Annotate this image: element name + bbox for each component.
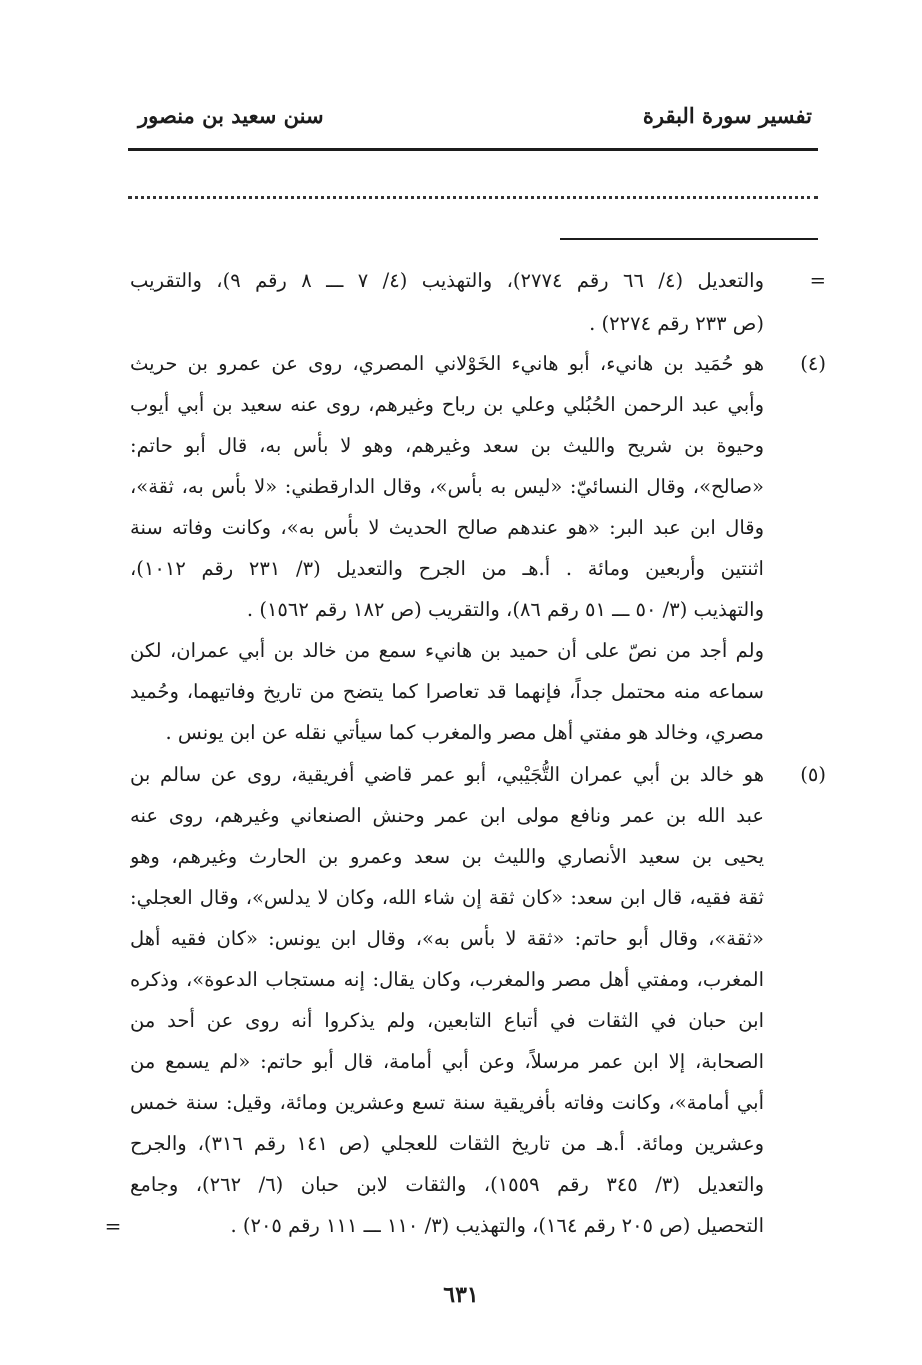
- footnote-continues-marker: =: [104, 1214, 122, 1238]
- footnote-line: «صالح»، وقال النسائيّ: «ليس به بأس»، وقال الدارقطني: «لا بأس به، ثقة»،: [130, 475, 764, 498]
- footnote-line: ثقة فقيه، قال ابن سعد: «كان ثقة إن شاء الله، وكان لا يدلس»، وقال العجلي:: [130, 886, 764, 909]
- footnote-line: أبي أمامة»، وكانت وفاته بأفريقية سنة تسع وعشرين ومائة، وقيل: سنة خمس: [130, 1091, 764, 1114]
- footnote-line: عبد الله بن عمر ونافع مولى ابن عمر وحنش الصنعاني وغيرهم، روى عنه: [130, 804, 764, 827]
- footnote-line: ولم أجد من نصّ على أن حميد بن هانيء سمع من خالد بن أبي عمران، لكن: [130, 639, 764, 662]
- footnote-line: مصري، وخالد هو مفتي أهل مصر والمغرب كما سيأتي نقله عن ابن يونس .: [165, 721, 764, 744]
- footnote-line: وأبي عبد الرحمن الحُبُلي وعلي بن رباح وغيرهم، روى عنه سعيد بن أبي أيوب: [130, 393, 764, 416]
- footnote-line: اثنتين وأربعين ومائة . أ.هـ من الجرح والتعديل (٣/ ٢٣١ رقم ١٠١٢)،: [130, 557, 764, 580]
- footnote-line: ابن حبان في الثقات في أتباع التابعين، ولم يذكروا أنه روى عن أحد من: [130, 1009, 764, 1032]
- footnote-line: هو حُمَيد بن هانيء، أبو هانيء الخَوْلاني المصري، روى عن عمرو بن حريث: [130, 352, 764, 375]
- footnote-line: (ص ٢٣٣ رقم ٢٢٧٤) .: [589, 312, 764, 335]
- footnote-line: وعشرين ومائة. أ.هـ من تاريخ الثقات للعجلي (ص ١٤١ رقم ٣١٦)، والجرح: [130, 1132, 764, 1155]
- dotted-separator: [128, 196, 818, 199]
- footnote-rule: [560, 238, 818, 240]
- footnote-line: التحصيل (ص ٢٠٥ رقم ١٦٤)، والتهذيب (٣/ ١١٠ ـــ ١١١ رقم ٢٠٥) .: [230, 1214, 764, 1237]
- header-rule: [128, 148, 818, 151]
- running-header-chapter: تفسير سورة البقرة: [642, 103, 812, 128]
- footnote-line: يحيى بن سعيد الأنصاري والليث بن سعد وعمرو بن الحارث وغيرهم، وهو: [130, 845, 764, 868]
- footnote-line: هو خالد بن أبي عمران التُّجَيْبي، أبو عمر قاضي أفريقية، روى عن سالم بن: [130, 763, 764, 786]
- footnote-line: والتعديل (٤/ ٦٦ رقم ٢٧٧٤)، والتهذيب (٤/ ٧ ـــ ٨ رقم ٩)، والتقريب: [130, 269, 764, 292]
- footnote-line: سماعه منه محتمل جداً، فإنهما قد تعاصرا كما يتضح من تاريخ وفاتيهما، وحُميد: [130, 680, 764, 703]
- page-number: ٦٣١: [443, 1282, 479, 1308]
- footnote-continuation-marker: =: [809, 269, 826, 292]
- footnote-line: وقال ابن عبد البر: «هو عندهم صالح الحديث لا بأس به»، وكانت وفاته سنة: [130, 516, 764, 539]
- footnote-line: المغرب، ومفتي أهل مصر والمغرب، وكان يقال: إنه مستجاب الدعوة»، وذكره: [130, 968, 764, 991]
- footnote-line: والتعديل (٣/ ٣٤٥ رقم ١٥٥٩)، والثقات لابن حبان (٦/ ٢٦٢)، وجامع: [130, 1173, 764, 1196]
- footnote-line: الصحابة، إلا ابن عمر مرسلاً، وعن أبي أمامة، قال أبو حاتم: «لم يسمع من: [130, 1050, 764, 1073]
- footnote-line: «ثقة»، وقال أبو حاتم: «ثقة لا بأس به»، وقال ابن يونس: «كان فقيه أهل: [130, 927, 764, 950]
- footnote-4-marker: (٤): [800, 352, 826, 375]
- footnote-line: والتهذيب (٣/ ٥٠ ـــ ٥١ رقم ٨٦)، والتقريب (ص ١٨٢ رقم ١٥٦٢) .: [246, 598, 764, 621]
- running-header-book: سنن سعيد بن منصور: [138, 103, 324, 128]
- footnote-line: وحيوة بن شريح والليث بن سعد وغيرهم، وهو لا بأس به، قال أبو حاتم:: [130, 434, 764, 457]
- footnote-5-marker: (٥): [800, 763, 826, 786]
